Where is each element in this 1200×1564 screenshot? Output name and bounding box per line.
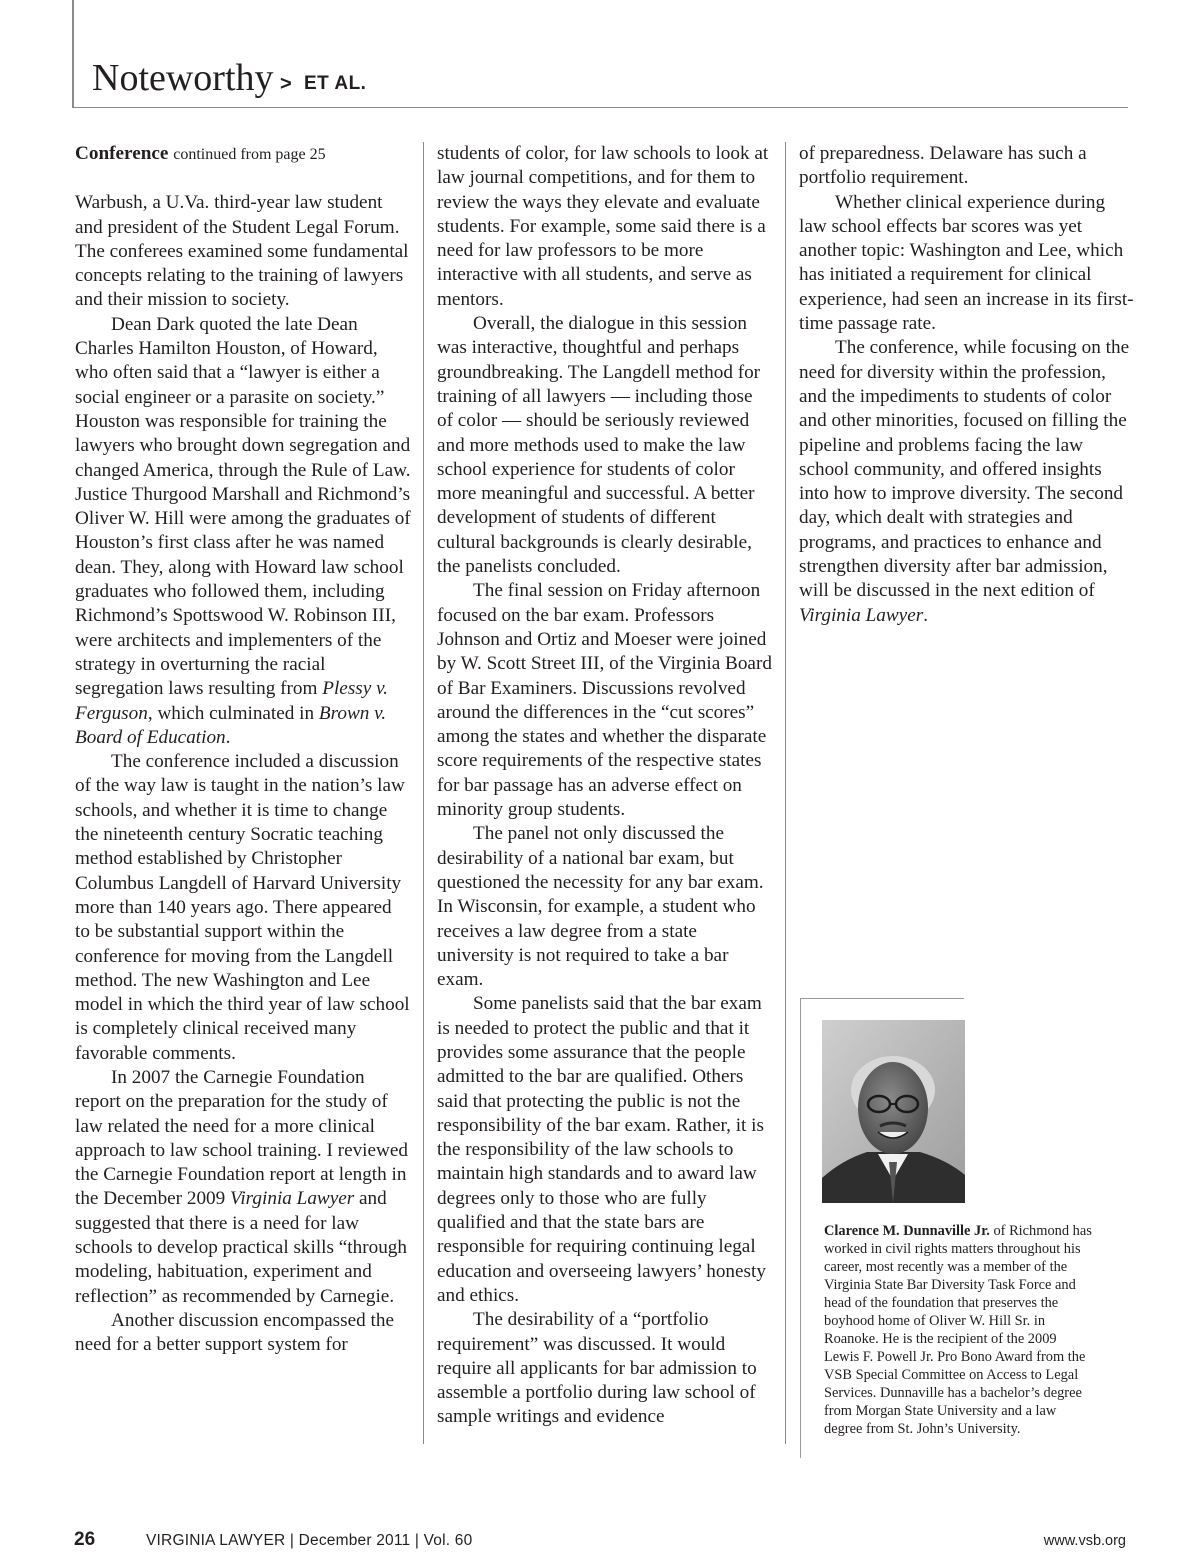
header-vertical-rule	[72, 0, 74, 108]
paragraph: The desirability of a “portfolio requirement” was discussed. It would require all applicants for bar admission to assemble a portfolio during law school of sample writings and evidence	[437, 1309, 757, 1428]
case-name: Brown v. Board of Education	[75, 702, 387, 748]
column-divider	[423, 142, 424, 1444]
paragraph: Some panelists said that the bar exam is needed to protect the public and that it provides some assurance that the people admitted to the bar are qualified. Others said that protecting the public is not the responsibility of the bar exam. Rather, it is the responsibility of the law schools to maintain high standards and to award law degrees only to those who are fully qualified and that the state bars are responsible for requiring continuing legal education and overseeing lawyers’ honesty and ethics.	[437, 993, 766, 1306]
author-bio: of Richmond has worked in civil rights matters throughout his career, most recently was a member of the Virginia State Bar Diversity Task Force and head of the foundation that preserves the boyhood home of Oliver W. Hill Sr. in Roanoke. He is the recipient of the 2009 Lewis F. Powell Jr. Pro Bono Award from the VSB Special Committee on Access to Legal Services. Dunnaville has a bachelor’s degree from Morgan State University and a law degree from St. John’s University.	[824, 1223, 1092, 1437]
paragraph: In 2007 the Carnegie Foundation report on the preparation for the study of law related the need for a more clinical approach to law school training. I reviewed the Carnegie Foundation report at length in the December 2009 Virginia Lawyer and suggested that there is a need for law schools to develop practical skills “through modeling, habituation, experiment and reflection” as recommended by Carnegie.	[75, 1066, 408, 1307]
paragraph: The conference, while focusing on the need for diversity within the profession, and the impediments to students of color and other minorities, focused on filling the pipeline and problems facing the law school community, and offered insights into how to improve diversity. The second day, which dealt with strategies and programs, and practices to enhance and strengthen diversity after bar admission, will be discussed in the next edition of Virginia Lawyer.	[799, 337, 1130, 626]
kicker-continued: continued from page 25	[173, 146, 326, 163]
paragraph: The conference included a discussion of the way law is taught in the nation’s law schools, and whether it is time to change the nineteenth century Socratic teaching method established by Christopher Columbus Langdell of Harvard University more than 140 years ago. There appeared to be substantial support within the conference for moving from the Langdell method. The new Washington and Lee model in which the third year of law school is completely clinical received many favorable comments.	[75, 751, 410, 1064]
publication-info: VIRGINIA LAWYER | December 2011 | Vol. 60	[146, 1532, 473, 1549]
paragraph: students of color, for law schools to look at law journal competitions, and for them to review the ways they elevate and evaluate students. For example, some said there is a need for law professors to be more interactive with all students, and serve as mentors.	[437, 143, 769, 310]
paragraph: The panel not only discussed the desirability of a national bar exam, but questioned the necessity for any bar exam. In Wisconsin, for example, a student who receives a law degree from a state university is not required to take a bar exam.	[437, 823, 764, 991]
paragraph: Whether clinical experience during law school effects bar scores was yet another topic: Washington and Lee, which has initiated a requirement for clinical experience, had seen an increase in its first-time passage rate.	[799, 191, 1134, 335]
section-title: Noteworthy	[92, 57, 274, 99]
paragraph: of preparedness. Delaware has such a portfolio requirement.	[799, 143, 1087, 189]
author-photo	[822, 1020, 965, 1203]
continuation-kicker	[75, 142, 411, 167]
publication-name: Virginia Lawyer	[230, 1188, 355, 1210]
paragraph: Overall, the dialogue in this session was interactive, thoughtful and perhaps groundbreaking. The Langdell method for training of all lawyers — including those of color — should be seriously reviewed and more methods used to make the law school experience for students of color more meaningful and successful. A better development of students of different cultural backgrounds is clearly desirable, the panelists concluded.	[437, 313, 761, 578]
photo-frame-left	[800, 998, 801, 1458]
section-subtitle: ET AL.	[304, 73, 367, 94]
column-divider	[785, 142, 786, 1444]
author-name: Clarence M. Dunnaville Jr.	[824, 1223, 990, 1239]
kicker-title: Conference	[75, 143, 169, 164]
article-column-1	[75, 142, 411, 1358]
section-arrow-separator: >	[280, 73, 292, 95]
page-number: 26	[74, 1529, 96, 1550]
photo-frame-top	[800, 998, 964, 999]
case-name: Plessy v. Ferguson	[75, 678, 388, 724]
publication-name: Virginia Lawyer	[799, 604, 924, 626]
article-column-2	[437, 142, 773, 1430]
paragraph: Dean Dark quoted the late Dean Charles Hamilton Houston, of Howard, who often said that a “lawyer is either a social engineer or a parasite on society.” Houston was responsible for training the lawyers who brought down segregation and changed America, through the Rule of Law. Justice Thurgood Marshall and Richmond’s Oliver W. Hill were among the graduates of Houston’s first class after he was named dean. They, along with Howard law school graduates who followed them, including Richmond’s Spottswood W. Robinson III, were architects and implementers of the strategy in overturning the racial segregation laws resulting from Plessy v. Ferguson, which culminated in Brown v. Board of Education.	[75, 313, 411, 748]
website-url: www.vsb.org	[1043, 1533, 1126, 1549]
header-horizontal-rule	[72, 107, 1128, 108]
paragraph: Another discussion encompassed the need for a better support system for	[75, 1309, 394, 1356]
paragraph: Warbush, a U.Va. third-year law student and president of the Student Legal Forum. The conferees examined some fundamental concepts relating to the training of lawyers and their mission to society.	[75, 192, 409, 311]
article-column-3	[799, 142, 1135, 628]
author-bio-caption	[824, 1222, 1094, 1438]
paragraph: The final session on Friday afternoon focused on the bar exam. Professors Johnson and Ortiz and Moeser were joined by W. Scott Street III, of the Virginia Board of Bar Examiners. Discussions revolved around the differences in the “cut scores” among the states and whether the disparate score requirements of the respective states for bar passage has an adverse effect on minority group students.	[437, 580, 772, 821]
